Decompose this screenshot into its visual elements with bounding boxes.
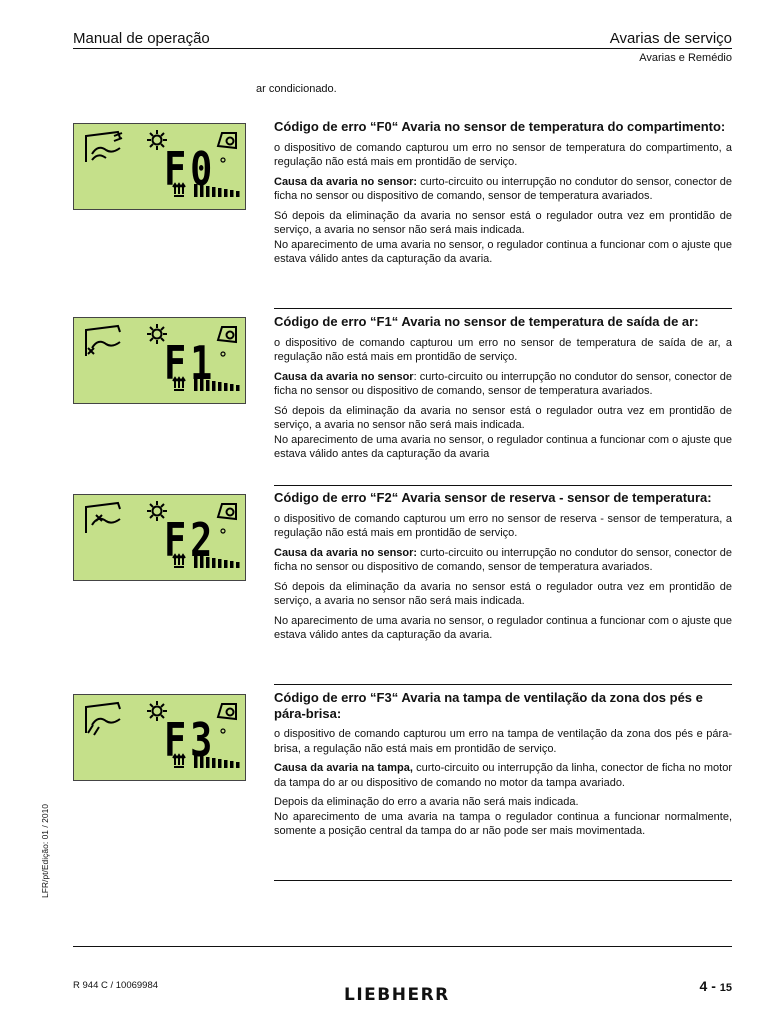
section-remedy: Só depois da eliminação da avaria no sensor está o regulador outra vez em prontidão de serviço, a avaria no sensor não será mais indicada. xyxy=(274,580,732,607)
section-description: o dispositivo de comando capturou um erro no sensor de reserva - sensor de temperatura, a regulação não está mais em prontidão de serviço. xyxy=(274,512,732,539)
remedy-text: Depois da eliminação do erro a avaria não será mais indicada. xyxy=(274,796,579,808)
section-divider xyxy=(274,485,732,486)
cause-label: Causa da avaria no sensor: xyxy=(274,175,418,188)
climate-icons xyxy=(74,495,245,580)
section-divider xyxy=(274,880,732,881)
section-remedy xyxy=(274,404,732,462)
cause-text: curto-circuito ou interrupção no condutor do sensor, conector de ficha no sensor ou dispositivo de comando, sensor de temperatura avariados. xyxy=(274,175,733,202)
footer-rule xyxy=(73,946,732,947)
section-description: o dispositivo de comando capturou um erro na tampa de ventilação da zona dos pés e pára-brisa, a regulação não está mais em prontidão de serviço. xyxy=(274,728,732,755)
cause-text: : curto-circuito ou interrupção no condutor do sensor, conector de ficha no sensor ou dispositivo de comando, sensor de temperatura avariados. xyxy=(274,370,732,397)
section-description: o dispositivo de comando capturou um erro no sensor de temperatura de saída de ar, a regulação não está mais em prontidão de serviço. xyxy=(274,336,732,363)
section-title: Código de erro “F1“ Avaria no sensor de temperatura de saída de ar: xyxy=(274,314,699,329)
page-minor: 15 xyxy=(719,982,732,994)
section-remedy xyxy=(274,795,732,839)
section-fallback: No aparecimento de uma avaria no sensor, o regulador continua a funcionar com o ajuste que estava válido antes da capturação da avaria. xyxy=(274,614,733,641)
cause-label: Causa da avaria no sensor: xyxy=(274,546,418,559)
section-title: Código de erro “F3“ Avaria na tampa de ventilação da zona dos pés e pára-brisa: xyxy=(274,690,703,721)
section-title: Código de erro “F0“ Avaria no sensor de temperatura do compartimento: xyxy=(274,119,726,134)
climate-icons xyxy=(74,318,245,403)
liebherr-logo: LIEBHERR xyxy=(344,985,450,1005)
section-divider xyxy=(274,308,732,309)
section-cause xyxy=(274,761,732,790)
lcd-error-code: F1 xyxy=(164,336,217,390)
fallback-text: No aparecimento de uma avaria no sensor, o regulador continua a funcionar com o ajuste que estava válido antes da capturação da avaria xyxy=(274,433,733,460)
fan-icon xyxy=(153,707,162,716)
page-number xyxy=(700,978,732,994)
cause-text: curto-circuito ou interrupção da linha, conector de ficha no motor da tampa do ar ou dispositivo de comando no motor da tampa avariado. xyxy=(274,762,732,789)
page-major: 4 - xyxy=(699,978,716,994)
edition-side-text: LFR/pt/Edição: 01 / 2010 xyxy=(40,803,50,898)
section-remedy xyxy=(274,209,732,267)
header-manual-title: Manual de operação xyxy=(73,30,210,47)
header-subtitle: Avarias e Remédio xyxy=(639,52,732,64)
fan-icon xyxy=(153,136,162,145)
lcd-error-code: F3 xyxy=(164,713,217,767)
cause-label: Causa da avaria no sensor xyxy=(274,370,414,383)
section-cause xyxy=(274,546,732,575)
climate-icons xyxy=(74,124,245,209)
lcd-error-code: F0 xyxy=(164,142,217,196)
fan-icon xyxy=(153,507,162,516)
section-cause xyxy=(274,370,732,399)
lcd-display-f3 xyxy=(73,694,246,781)
section-divider xyxy=(274,684,732,685)
section-title: Código de erro “F2“ Avaria sensor de reserva - sensor de temperatura: xyxy=(274,490,712,505)
lcd-display-f1 xyxy=(73,317,246,404)
section-error-f2 xyxy=(274,490,732,648)
section-error-f0 xyxy=(274,119,732,272)
section-cause xyxy=(274,175,732,204)
intro-text: ar condicionado. xyxy=(256,83,337,95)
seat-icon xyxy=(86,503,120,533)
header-rule xyxy=(73,48,732,49)
remedy-text: Só depois da eliminação da avaria no sensor está o regulador outra vez em prontidão de serviço, a avaria no sensor não será mais indicada. xyxy=(274,209,732,236)
cause-text: curto-circuito ou interrupção no condutor do sensor, conector de ficha no sensor ou dispositivo de comando, sensor de temperatura avariados. xyxy=(274,546,733,573)
fallback-text: No aparecimento de uma avaria no sensor, o regulador continua a funcionar com o ajuste que estava válido antes da capturação da avaria. xyxy=(274,238,733,265)
lcd-error-code: F2 xyxy=(164,513,217,567)
footer-model-number: R 944 C / 10069984 xyxy=(73,980,159,991)
section-error-f3 xyxy=(274,690,732,844)
header-chapter-title: Avarias de serviço xyxy=(609,30,732,47)
fan-icon xyxy=(153,330,162,339)
lcd-display-f0 xyxy=(73,123,246,210)
section-description: o dispositivo de comando capturou um erro no sensor de temperatura do compartimento, a regulação não está mais em prontidão de serviço. xyxy=(274,141,732,168)
fallback-text: No aparecimento de uma avaria na tampa o regulador continua a funcionar normalmente, somente a posição central da tampa do ar não pode ser mais movimentada. xyxy=(274,810,732,837)
remedy-text: Só depois da eliminação da avaria no sensor está o regulador outra vez em prontidão de serviço, a avaria no sensor não será mais indicada. xyxy=(274,404,732,431)
cause-label: Causa da avaria na tampa, xyxy=(274,762,413,774)
lcd-display-f2 xyxy=(73,494,246,581)
climate-icons xyxy=(74,695,245,780)
section-error-f1 xyxy=(274,314,732,467)
